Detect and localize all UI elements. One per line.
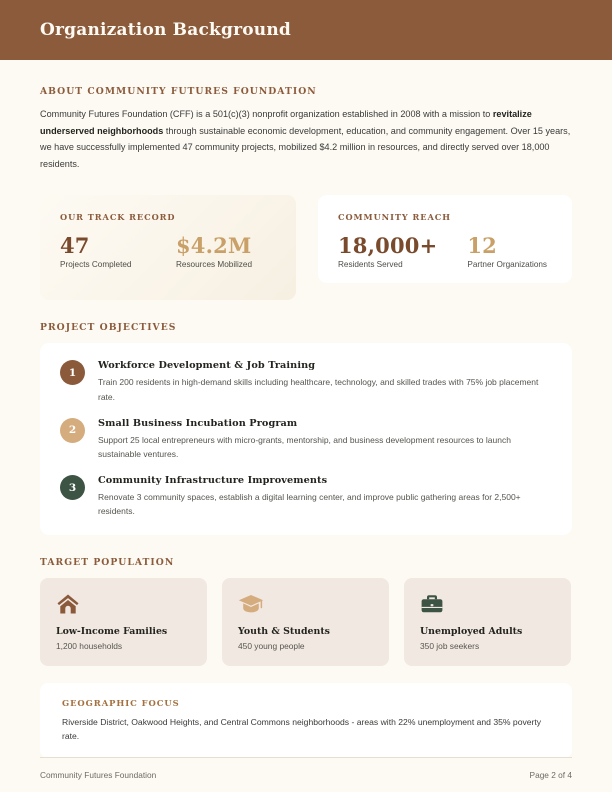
geographic-focus-heading: GEOGRAPHIC FOCUS xyxy=(62,697,180,708)
stat-card-community-reach xyxy=(318,195,572,283)
objective-description: Renovate 3 community spaces, establish a digital learning center, and improve public gathering areas for 2,500+ residents. xyxy=(98,492,521,517)
community-reach-metrics xyxy=(338,234,552,269)
about-text-part2: through sustainable economic development, education, and community engagement. Over 15 years, we have successfully implemented 47 community projects, mobilized $4.2 million in resources, and directly served over 18,000 residents. xyxy=(40,125,571,169)
geographic-focus-card xyxy=(40,683,572,758)
objective-body xyxy=(98,359,552,403)
target-population-heading: TARGET POPULATION xyxy=(40,556,175,568)
target-subtitle: 450 young people xyxy=(238,640,305,651)
page-content xyxy=(0,86,612,758)
footer-page-number: Page 2 of 4 xyxy=(529,770,572,780)
objectives-section-heading: PROJECT OBJECTIVES xyxy=(40,322,177,334)
footer-divider xyxy=(40,757,572,758)
community-reach-label: COMMUNITY REACH xyxy=(338,212,451,223)
target-card-low-income-families xyxy=(40,578,207,666)
objective-title: Community Infrastructure Improvements xyxy=(98,475,328,487)
target-card-unemployed-adults xyxy=(404,578,571,666)
objective-body xyxy=(98,474,552,518)
objective-item xyxy=(60,417,552,461)
track-record-label: OUR TRACK RECORD xyxy=(60,212,176,223)
geographic-focus-text: Riverside District, Oakwood Heights, and Central Commons neighborhoods - areas with 22% unemployment and 35% poverty rate. xyxy=(62,716,542,742)
graduation-cap-icon xyxy=(238,593,373,619)
objective-description: Support 25 local entrepreneurs with micro-grants, mentorship, and business development resources to launch sustainable ventures. xyxy=(98,434,511,459)
target-card-youth-students xyxy=(222,578,389,666)
metric-caption: Projects Completed xyxy=(60,260,132,270)
about-section-heading: ABOUT COMMUNITY FUTURES FOUNDATION xyxy=(40,86,317,97)
metric-caption: Residents Served xyxy=(338,260,403,270)
objective-description: Train 200 residents in high-demand skills including healthcare, technology, and skilled trades with 75% job placement rate. xyxy=(98,377,539,402)
objectives-card xyxy=(40,343,572,534)
track-record-metrics xyxy=(60,234,276,269)
objective-title: Small Business Incubation Program xyxy=(98,417,298,429)
metric-value: 12 xyxy=(467,233,497,259)
footer-row xyxy=(40,770,572,780)
metric-resources-mobilized xyxy=(176,234,252,269)
target-title: Youth & Students xyxy=(238,625,330,637)
metric-caption: Partner Organizations xyxy=(467,260,548,270)
metric-caption: Resources Mobilized xyxy=(176,260,252,270)
page-title: Organization Background xyxy=(40,20,291,40)
home-icon xyxy=(56,593,191,619)
metric-projects-completed xyxy=(60,234,146,269)
objective-body xyxy=(98,417,552,461)
objective-number-badge: 3 xyxy=(60,475,85,500)
objective-number-badge: 2 xyxy=(60,418,85,443)
stat-cards-row xyxy=(40,195,572,300)
page-footer xyxy=(40,757,572,780)
objective-item xyxy=(60,474,552,518)
briefcase-icon xyxy=(420,593,555,619)
page-header xyxy=(0,0,612,60)
metric-value: $4.2M xyxy=(176,233,252,259)
target-subtitle: 350 job seekers xyxy=(420,640,480,651)
objective-number-badge: 1 xyxy=(60,360,85,385)
metric-value: 47 xyxy=(60,233,90,259)
target-population-row xyxy=(40,578,572,666)
metric-value: 18,000+ xyxy=(338,233,438,259)
about-text-emphasis: revitalize underserved neighborhoods xyxy=(40,109,532,136)
about-text-part1: Community Futures Foundation (CFF) is a 501(c)(3) nonprofit organization established in 2008 with a mission to xyxy=(40,109,493,119)
footer-organization-name: Community Futures Foundation xyxy=(40,770,157,780)
objective-title: Workforce Development & Job Training xyxy=(98,360,316,372)
target-title: Low-Income Families xyxy=(56,625,168,637)
metric-residents-served xyxy=(338,234,437,269)
metric-partner-organizations xyxy=(467,234,547,269)
target-title: Unemployed Adults xyxy=(420,625,523,637)
about-paragraph xyxy=(40,106,572,172)
objective-item xyxy=(60,359,552,403)
target-subtitle: 1,200 households xyxy=(56,640,123,651)
stat-card-track-record xyxy=(40,195,296,300)
